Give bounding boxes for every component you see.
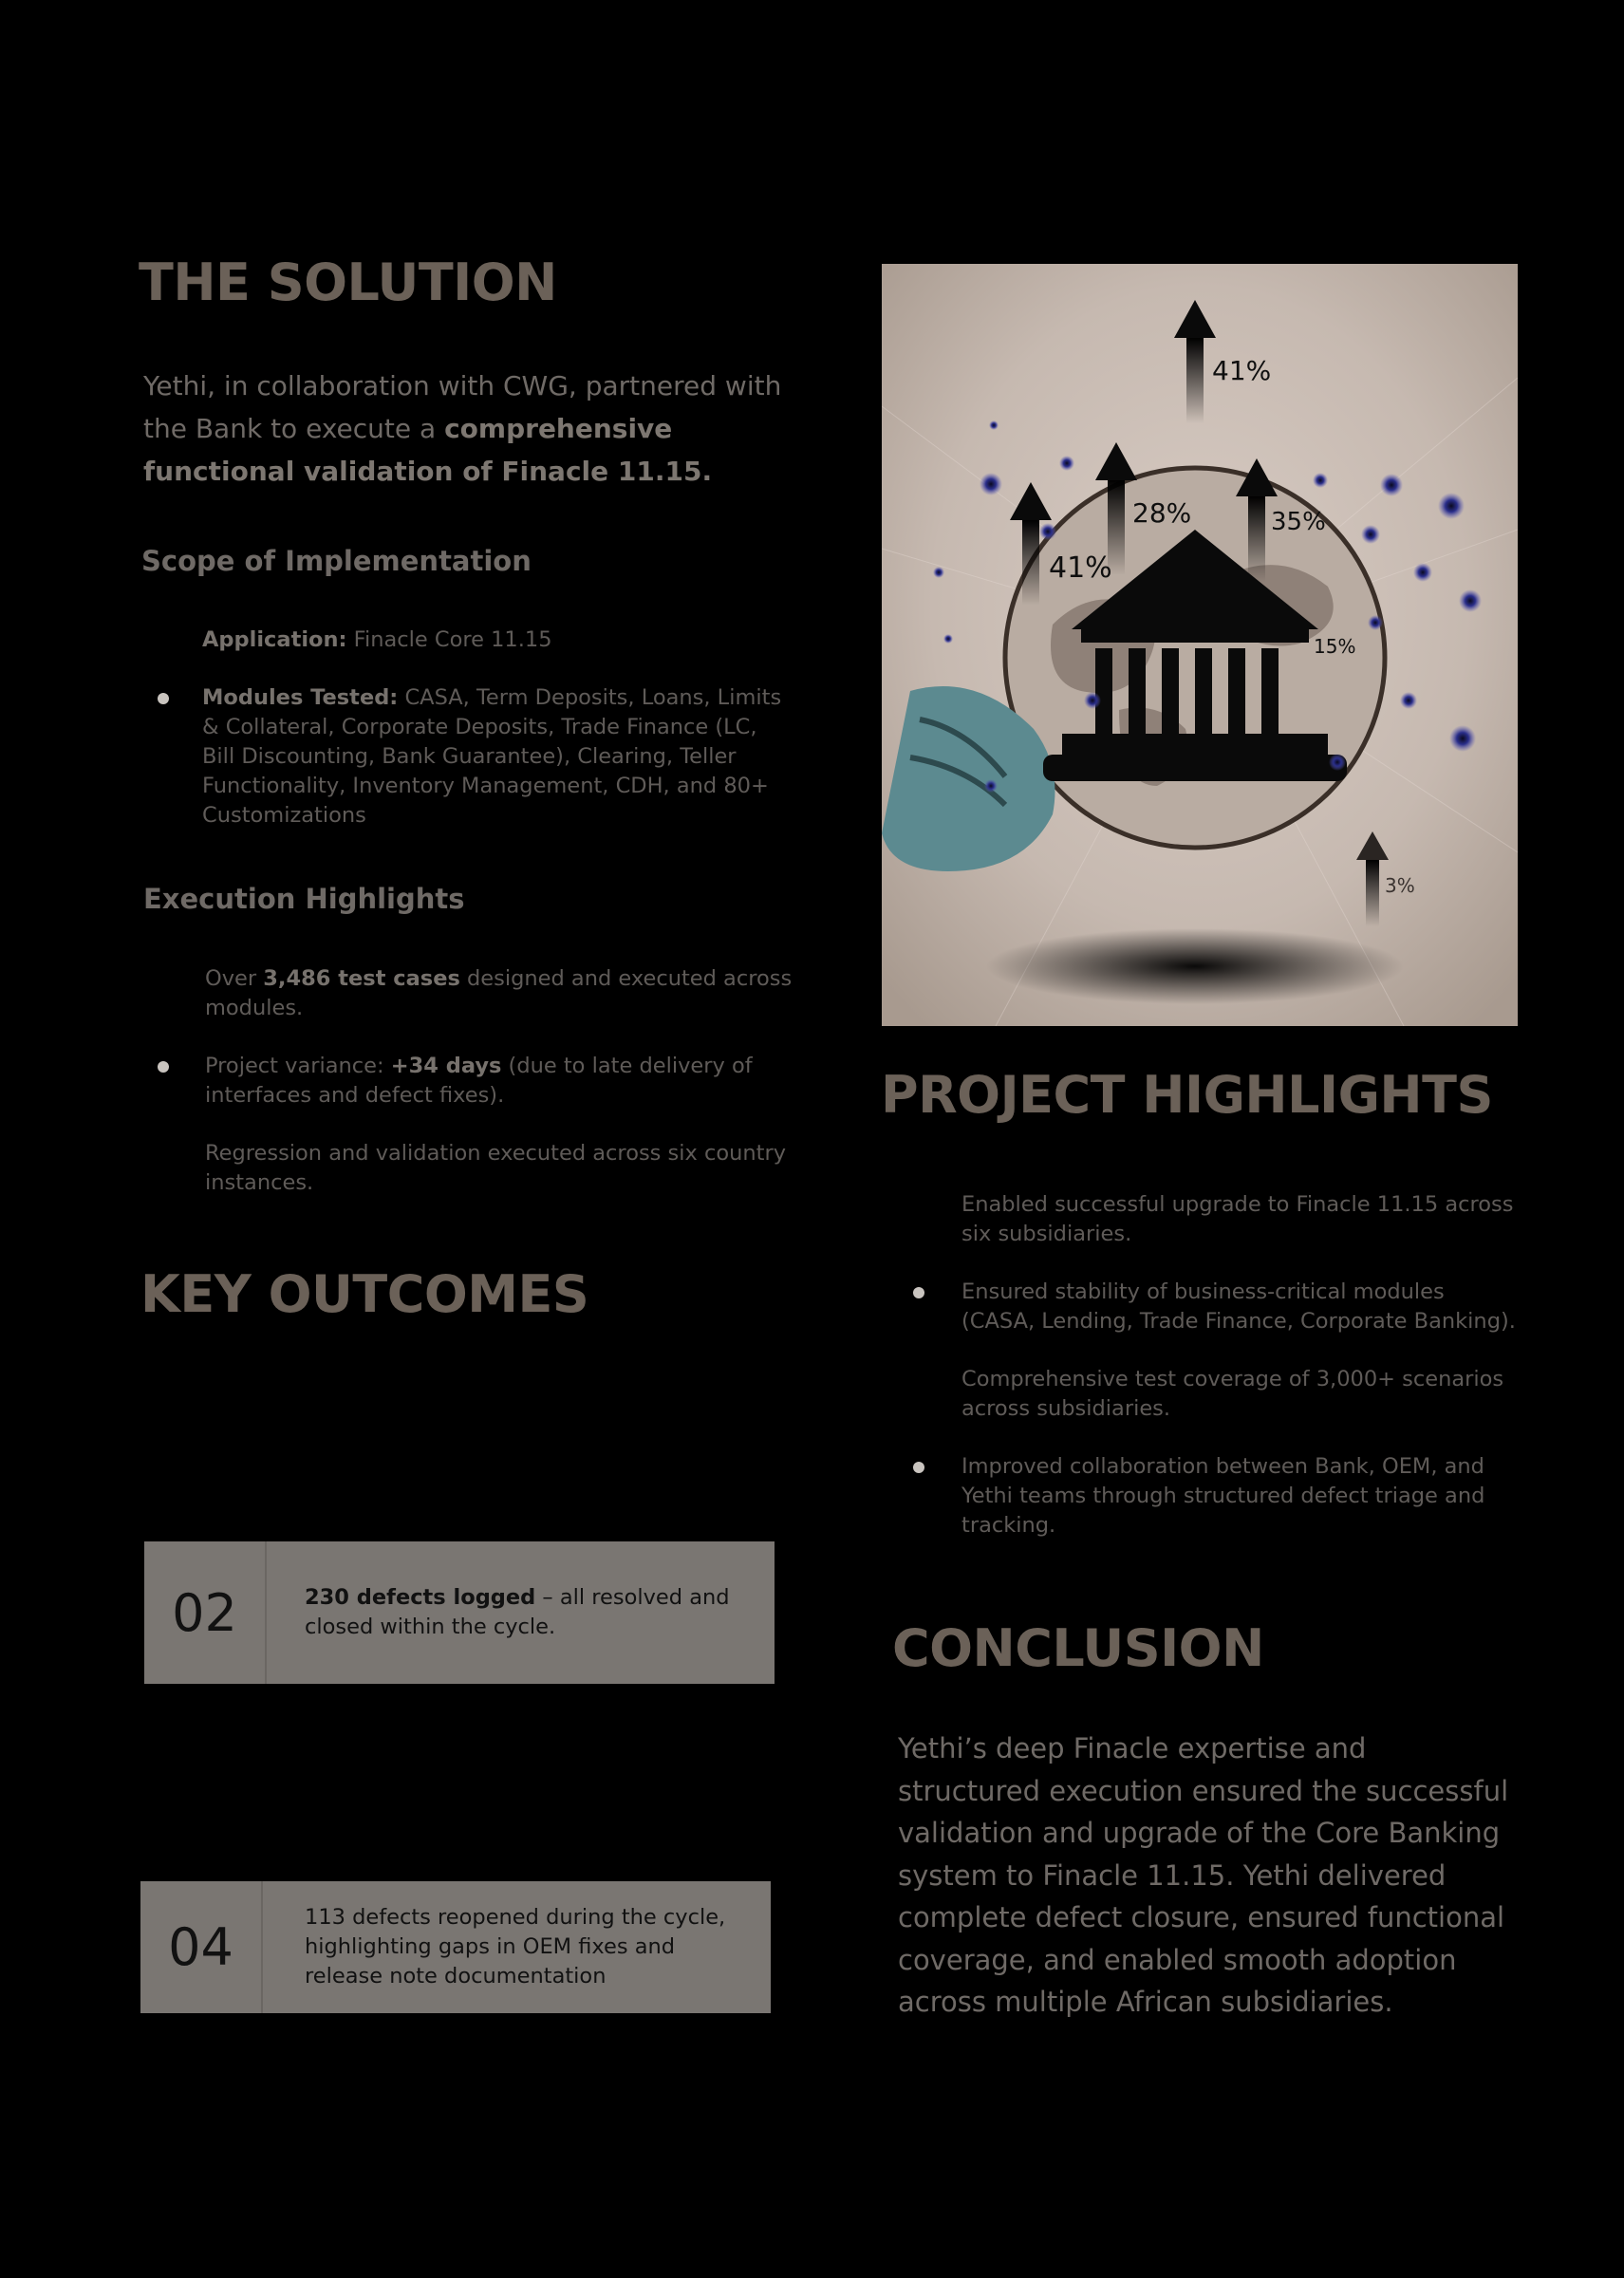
highlight-text: Improved collaboration between Bank, OEM, and Yethi teams through structured defect triage and tracking. — [961, 1454, 1485, 1538]
outcome-text — [263, 1881, 771, 2013]
outcome-number: 04 — [140, 1881, 263, 2013]
solution-lead-bold: comprehensive functional validation of Finacle 11.15. — [143, 413, 713, 487]
exec-item-bold: 3,486 test cases — [263, 966, 460, 991]
scope-list — [202, 626, 791, 831]
scope-item-label: Application: — [202, 627, 347, 652]
solution-lead — [143, 364, 808, 493]
outcome-bold: 230 defects logged — [305, 1585, 536, 1610]
outcome-number: 02 — [144, 1541, 267, 1684]
list-item — [205, 964, 793, 1023]
exec-item-text: (due to late delivery of interfaces and defect fixes). — [205, 1054, 753, 1108]
scope-item-label: Modules Tested: — [202, 685, 399, 710]
execution-list — [205, 964, 793, 1198]
bullet-dot — [913, 1287, 924, 1298]
exec-item-text: Over — [205, 966, 264, 991]
list-item — [961, 1452, 1521, 1540]
solution-lead-text: Yethi, in collaboration with CWG, partnered with the Bank to execute a — [143, 370, 782, 444]
highlight-text: Ensured stability of business-critical modules (CASA, Lending, Trade Finance, Corporate Banking). — [961, 1279, 1516, 1334]
scope-title: Scope of Implementation — [141, 545, 532, 577]
outcome-desc: 113 defects reopened during the cycle, highlighting gaps in OEM fixes and release note documentation — [305, 1905, 726, 1989]
outcome-card — [140, 1881, 771, 2013]
list-item — [205, 1139, 793, 1198]
list-item: Enabled successful upgrade to Finacle 11.15 across six subsidiaries. — [961, 1192, 1514, 1246]
floor-shadow — [986, 928, 1404, 1004]
bullet-dot — [158, 693, 169, 704]
bullet-dot — [913, 1462, 924, 1473]
solution-title: THE SOLUTION — [139, 252, 557, 312]
list-item — [205, 1052, 793, 1111]
percent-label: 41% — [1049, 551, 1112, 585]
percent-label: 35% — [1271, 508, 1326, 536]
percent-label: 3% — [1385, 874, 1415, 897]
outcome-desc: – all resolved and closed within the cycle. — [305, 1585, 730, 1639]
exec-item-text: Project variance: — [205, 1054, 391, 1078]
scope-item-text: Finacle Core 11.15 — [346, 627, 552, 652]
outcome-text — [267, 1541, 775, 1684]
percent-label: 15% — [1314, 635, 1356, 658]
exec-item-text: Regression and validation executed across six country instances. — [205, 1141, 787, 1195]
list-item — [202, 626, 791, 655]
execution-title: Execution Highlights — [143, 883, 465, 915]
list-item — [202, 683, 791, 831]
conclusion-text: Yethi’s deep Finacle expertise and structured execution ensured the successful validation and upgrade of the Core Banking system to Finacle 11.15. Yethi delivered complete defect closure, ensured functional coverage, and enabled smooth adoption across multiple African subsidiaries. — [898, 1732, 1509, 2018]
percent-label: 41% — [1212, 355, 1272, 386]
outcome-card — [144, 1541, 775, 1684]
conclusion-title: CONCLUSION — [892, 1618, 1264, 1678]
highlights-list — [961, 1190, 1521, 1540]
bullet-dot — [158, 1061, 169, 1073]
exec-item-text: designed and executed across modules. — [205, 966, 793, 1020]
highlights-title: PROJECT HIGHLIGHTS — [881, 1065, 1493, 1125]
scope-item-text: CASA, Term Deposits, Loans, Limits & Collateral, Corporate Deposits, Trade Finance (LC, Bill Discounting, Bank Guarantee), Clearing, Teller Functionality, Inventory Management, CDH, and 80+ Customizations — [202, 685, 782, 828]
banking-growth-illustration — [882, 264, 1518, 1026]
percent-label: 28% — [1132, 497, 1192, 529]
outcomes-title: KEY OUTCOMES — [140, 1264, 589, 1324]
exec-item-bold: +34 days — [390, 1054, 502, 1078]
list-item: Comprehensive test coverage of 3,000+ scenarios across subsidiaries. — [961, 1367, 1504, 1421]
list-item — [961, 1278, 1521, 1336]
